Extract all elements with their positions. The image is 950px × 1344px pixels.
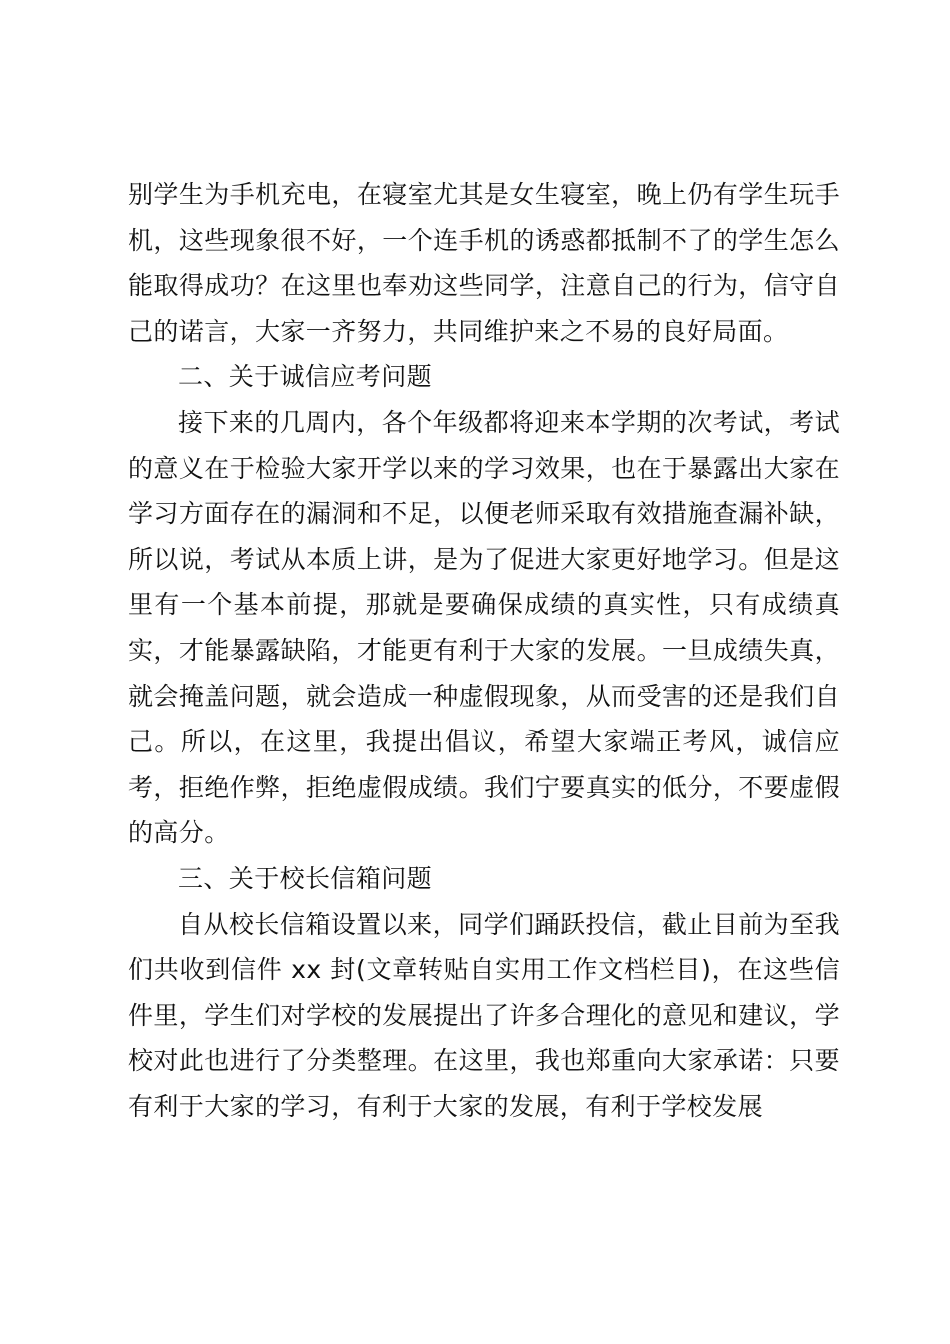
paragraph-phone-issue: 别学生为手机充电，在寝室尤其是女生寝室，晚上仍有学生玩手机，这些现象很不好，一个连手机的诱惑都抵制不了的学生怎么能取得成功？在这里也奉劝这些同学，注意自己的行为，信守自己的诺言，大家一齐努力，共同维护来之不易的良好局面。 [128,180,840,346]
paragraph-honest-exam: 接下来的几周内，各个年级都将迎来本学期的次考试，考试的意义在于检验大家开学以来的学习效果，也在于暴露出大家在学习方面存在的漏洞和不足，以便老师采取有效措施查漏补缺，所以说，考试从本质上讲，是为了促进大家更好地学习。但是这里有一个基本前提，那就是要确保成绩的真实性，只有成绩真实，才能暴露缺陷，才能更有利于大家的发展。一旦成绩失真，就会掩盖问题，就会造成一种虚假现象，从而受害的还是我们自己。所以，在这里，我提出倡议，希望大家端正考风，诚信应考，拒绝作弊，拒绝虚假成绩。我们宁要真实的低分，不要虚假的高分。 [128,407,840,848]
paragraph-principal-mailbox: 自从校长信箱设置以来，同学们踊跃投信，截止目前为至我们共收到信件 xx 封(文章转贴自实用工作文档栏目)，在这些信件里，学生们对学校的发展提出了许多合理化的意见和建议，学校对此也进行了分类整理。在这里，我也郑重向大家承诺：只要有利于大家的学习，有利于大家的发展，有利于学校发展 [128,909,840,1121]
document-body [128,172,840,1129]
section-heading-principal-mailbox: 三、关于校长信箱问题 [178,863,433,893]
section-heading-honest-exam: 二、关于诚信应考问题 [178,362,433,392]
